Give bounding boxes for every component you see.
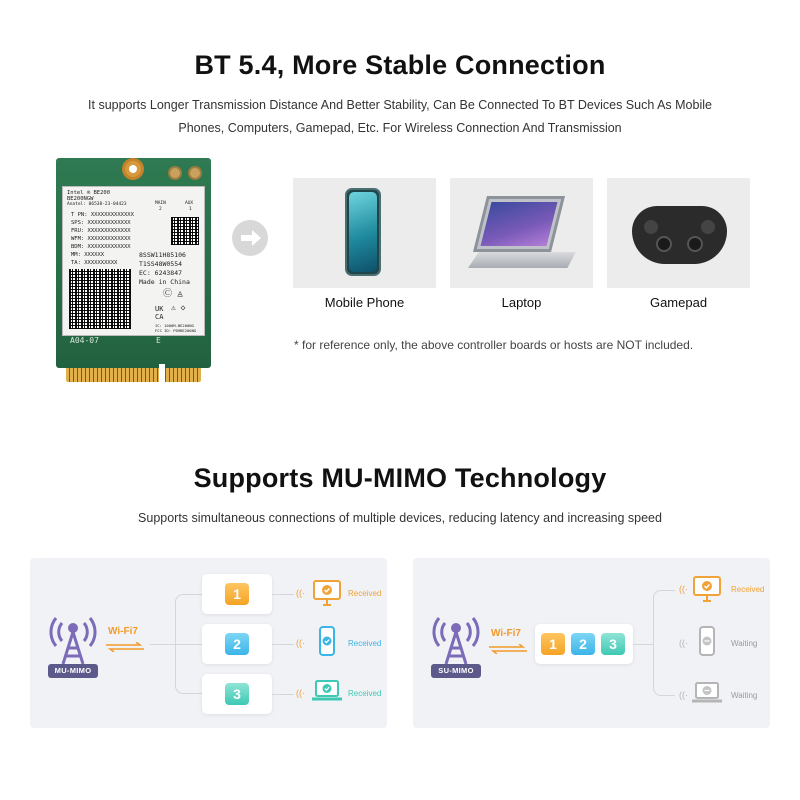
monitor-icon <box>693 576 721 602</box>
tower-icon <box>431 612 481 680</box>
field-line: SPS: XXXXXXXXXXXXX <box>71 220 131 226</box>
gold-fingers <box>66 368 201 382</box>
gamepad-image <box>607 178 750 288</box>
signal-icon: ((· <box>296 638 305 648</box>
ukca-mark-icon: UK CA <box>155 305 164 321</box>
mimo-section-title: Supports MU-MIMO Technology <box>193 463 607 493</box>
connector-line <box>272 694 294 695</box>
mu-mimo-badge: MU-MIMO <box>48 664 98 678</box>
bidirectional-arrow-icon <box>106 642 144 652</box>
qr-code-small <box>171 217 199 245</box>
card-edge-letter: E <box>156 336 161 345</box>
status-text: Waiting <box>731 639 758 648</box>
connector-line <box>633 644 653 645</box>
compliance-icon: ⚠ ◇ <box>171 303 186 312</box>
antenna-connector-aux <box>188 166 202 180</box>
ic-line: IC: 1000M-BE200NG <box>155 323 194 328</box>
antenna-connector-main <box>168 166 182 180</box>
serial-line: T1SS48W0554 <box>139 260 183 268</box>
stream-box <box>202 574 272 614</box>
laptop-base <box>468 252 576 268</box>
card-label-sticker <box>62 186 205 336</box>
phone-icon <box>319 626 335 656</box>
phone-icon <box>699 626 715 656</box>
stream-box <box>202 674 272 714</box>
status-text: Received <box>348 639 382 648</box>
label-line: Anatel: 06538-23-04423 <box>67 202 127 207</box>
stream-number: 3 <box>601 633 625 655</box>
status-text: Received <box>731 585 765 594</box>
aux-num: 1 <box>189 207 192 212</box>
bidirectional-arrow-icon <box>489 644 527 654</box>
bt-section-title: BT 5.4, More Stable Connection <box>194 50 606 80</box>
connector-line <box>272 594 294 595</box>
qr-code-large <box>69 269 131 329</box>
device-label-laptop: Laptop <box>501 295 542 310</box>
su-mimo-panel <box>413 558 770 728</box>
serial-line: 8SSW11H85106 <box>139 251 186 259</box>
device-label-gamepad: Gamepad <box>649 295 708 310</box>
serial-line: Made in China <box>139 278 190 286</box>
key-notch <box>159 364 165 382</box>
signal-icon: ((· <box>679 690 688 700</box>
stream-number: 1 <box>225 583 249 605</box>
monitor-icon <box>313 580 341 606</box>
stream-number: 1 <box>541 633 565 655</box>
label-line: Intel ® BE200 <box>67 190 111 196</box>
main-num: 2 <box>159 207 162 212</box>
certification-mark-icon: Ⓒ ◬ <box>163 289 183 299</box>
laptop-image <box>450 178 593 288</box>
signal-icon: ((· <box>296 588 305 598</box>
status-text: Received <box>348 589 382 598</box>
status-text: Waiting <box>731 691 758 700</box>
bt-subtitle-line2: Phones, Computers, Gamepad, Etc. For Wireless Connection And Transmission <box>178 121 622 135</box>
reference-note: * for reference only, the above controller boards or hosts are NOT included. <box>294 338 694 352</box>
laptop-icon <box>311 680 343 702</box>
stream-number: 3 <box>225 683 249 705</box>
stream-box <box>202 624 272 664</box>
signal-icon: ((· <box>679 638 688 648</box>
fcc-line: FCC ID: PD9BE200NG <box>155 328 197 333</box>
bt-subtitle-line1: It supports Longer Transmission Distance And Better Stability, Can Be Connected To BT Devices Such As Mobile <box>88 98 712 112</box>
gamepad-icon <box>632 206 727 264</box>
status-text: Received <box>348 689 382 698</box>
tower-icon <box>48 612 98 680</box>
field-line: T PN: XXXXXXXXXXXXX <box>71 212 134 218</box>
connector-line <box>272 644 294 645</box>
laptop-icon <box>691 682 723 704</box>
arrow-right-icon <box>232 220 268 256</box>
branch-line <box>150 644 203 645</box>
branch-line <box>653 590 675 696</box>
field-line: FRU: XXXXXXXXXXXXX <box>71 228 131 234</box>
mobile-phone-image <box>293 178 436 288</box>
label-line: BE200NGW <box>67 196 94 202</box>
stream-number: 2 <box>225 633 249 655</box>
stream-box <box>535 624 633 664</box>
signal-icon: ((· <box>296 688 305 698</box>
wifi-label: Wi-Fi7 <box>108 626 138 637</box>
field-line: MM: XXXXXX <box>71 252 105 258</box>
card-edge-text: A04-07 <box>70 336 99 345</box>
field-line: BDM: XXXXXXXXXXXXX <box>71 244 131 250</box>
field-line: TA: XXXXXXXXXX <box>71 260 118 266</box>
stream-number: 2 <box>571 633 595 655</box>
su-mimo-badge: SU-MIMO <box>431 664 481 678</box>
field-line: WFM: XXXXXXXXXXXXX <box>71 236 131 242</box>
phone-icon <box>345 188 381 276</box>
mu-mimo-panel <box>30 558 387 728</box>
wifi-card-image <box>56 158 211 383</box>
mimo-subtitle: Supports simultaneous connections of multiple devices, reducing latency and increasing speed <box>138 511 662 525</box>
main-label: MAIN <box>155 201 166 206</box>
serial-line: EC: 6243847 <box>139 269 183 277</box>
screw-hole <box>122 158 144 180</box>
signal-icon: ((· <box>679 584 688 594</box>
laptop-icon <box>473 196 565 252</box>
aux-label: AUX <box>185 201 194 206</box>
wifi-label: Wi-Fi7 <box>491 628 521 639</box>
device-label-phone: Mobile Phone <box>324 295 405 310</box>
